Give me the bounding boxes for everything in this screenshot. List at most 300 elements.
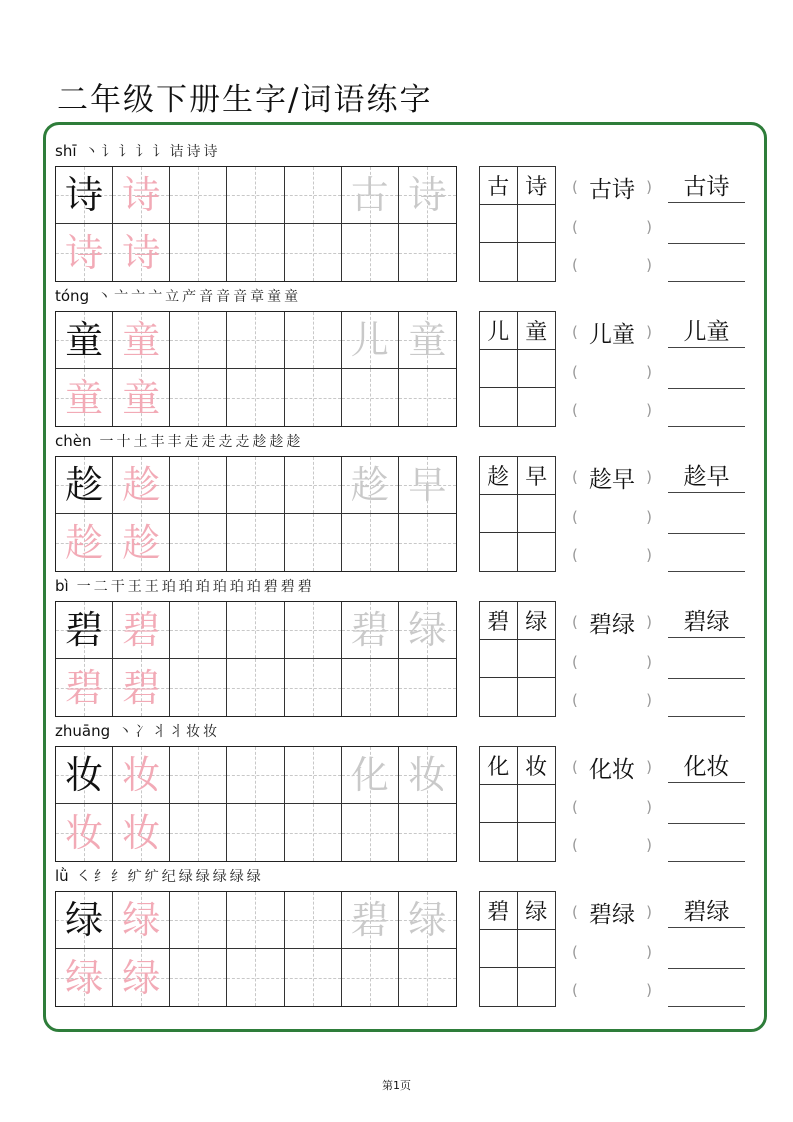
stroke-step: 趁: [269, 434, 284, 450]
word-box-cell[interactable]: [480, 968, 518, 1006]
stroke-step: 丶: [97, 289, 112, 305]
grid-cell[interactable]: [342, 369, 399, 426]
word-box-cell[interactable]: [480, 350, 518, 388]
model-char: 妆: [65, 753, 104, 797]
grid-cell[interactable]: [227, 659, 284, 716]
blank-line[interactable]: [668, 967, 745, 969]
paren-left: (: [572, 691, 578, 709]
stroke-step: 珀: [246, 579, 261, 595]
stroke-step: 绿: [178, 869, 193, 885]
stroke-step: 干: [110, 579, 125, 595]
underline-word: 碧绿: [668, 897, 745, 928]
paren-word: 化妆: [589, 756, 635, 783]
stroke-order-line: [55, 720, 217, 742]
grid-cell[interactable]: [399, 167, 456, 224]
blank-line[interactable]: [668, 1005, 745, 1007]
trace-char: 早: [408, 463, 447, 507]
word-box-cell[interactable]: [480, 785, 518, 823]
grid-cell[interactable]: [170, 457, 227, 514]
paren-left: (: [572, 401, 578, 419]
word-paren[interactable]: [572, 792, 652, 822]
stroke-step: 诘: [169, 144, 184, 160]
underline-word: 化妆: [668, 752, 745, 783]
grid-cell[interactable]: [285, 457, 342, 514]
word-box-cell[interactable]: [518, 823, 556, 861]
stroke-step: 丰: [150, 434, 165, 450]
stroke-step: 绿: [229, 869, 244, 885]
stroke-step: 童: [267, 289, 282, 305]
word-box-cell[interactable]: [518, 640, 556, 678]
paren-word: 碧绿: [589, 611, 635, 638]
grid-cell[interactable]: [170, 602, 227, 659]
paren-left: (: [572, 323, 578, 341]
paren-left: (: [572, 178, 578, 196]
stroke-step: 珀: [178, 579, 193, 595]
stroke-step: ㇛: [76, 869, 91, 885]
pinyin: zhuāng: [55, 722, 111, 740]
grid-cell[interactable]: [399, 224, 456, 281]
grid-cell[interactable]: [170, 659, 227, 716]
model-char: 诗: [65, 173, 104, 217]
stroke-step: 妆: [186, 724, 201, 740]
trace-char: 妆: [122, 753, 161, 797]
grid-cell[interactable]: [227, 602, 284, 659]
grid-cell[interactable]: [399, 514, 456, 571]
grid-cell[interactable]: [285, 892, 342, 949]
word-box-cell[interactable]: [518, 747, 556, 785]
grid-cell[interactable]: [56, 369, 113, 426]
paren-right: ): [646, 758, 652, 776]
trace-char: 碧: [350, 608, 389, 652]
grid-cell[interactable]: [285, 167, 342, 224]
writing-grid: [55, 456, 457, 572]
word-paren[interactable]: [572, 212, 652, 242]
paren-right: ): [646, 178, 652, 196]
trace-char: 趁: [122, 463, 161, 507]
stroke-step: 冫: [135, 724, 150, 740]
grid-cell[interactable]: [113, 747, 170, 804]
grid-cell[interactable]: [399, 659, 456, 716]
stroke-step: 纩: [127, 869, 142, 885]
trace-char: 绿: [408, 608, 447, 652]
word-box-cell[interactable]: [518, 678, 556, 716]
stroke-step: 亠: [114, 289, 129, 305]
paren-word: 古诗: [589, 176, 635, 203]
grid-cell[interactable]: [342, 514, 399, 571]
word-box: [479, 891, 556, 1007]
grid-cell[interactable]: [170, 167, 227, 224]
stroke-step: 丶: [118, 724, 133, 740]
paren-right: ): [646, 218, 652, 236]
practice-row: [55, 140, 755, 285]
word-char: 诗: [525, 175, 548, 200]
stroke-step: 妆: [203, 724, 218, 740]
stroke-step: 丬: [152, 724, 167, 740]
grid-cell[interactable]: [170, 747, 227, 804]
grid-cell[interactable]: [170, 369, 227, 426]
grid-cell[interactable]: [399, 892, 456, 949]
blank-line[interactable]: [668, 860, 745, 862]
word-box-cell[interactable]: [518, 930, 556, 968]
grid-cell[interactable]: [342, 747, 399, 804]
stroke-step: 亠: [148, 289, 163, 305]
word-paren: [572, 317, 652, 347]
grid-cell[interactable]: [285, 659, 342, 716]
grid-cell[interactable]: [227, 457, 284, 514]
stroke-order-line: [55, 865, 261, 887]
stroke-order-line: [55, 430, 301, 452]
paren-right: ): [646, 981, 652, 999]
grid-cell[interactable]: [285, 224, 342, 281]
word-char: 儿: [487, 320, 510, 345]
model-char: 碧: [65, 608, 104, 652]
paren-right: ): [646, 613, 652, 631]
grid-cell[interactable]: [342, 224, 399, 281]
word-box-cell[interactable]: [480, 602, 518, 640]
underline-word: 趁早: [668, 462, 745, 493]
grid-cell[interactable]: [170, 892, 227, 949]
word-paren[interactable]: [572, 250, 652, 280]
stroke-step: 纪: [161, 869, 176, 885]
grid-cell[interactable]: [342, 457, 399, 514]
paren-right: ): [646, 943, 652, 961]
grid-cell[interactable]: [113, 949, 170, 1006]
word-box-cell[interactable]: [518, 457, 556, 495]
paren-left: (: [572, 256, 578, 274]
grid-cell[interactable]: [113, 312, 170, 369]
grid-cell[interactable]: [56, 659, 113, 716]
grid-cell[interactable]: [56, 457, 113, 514]
trace-char: 趁: [350, 463, 389, 507]
stroke-step: 碧: [280, 579, 295, 595]
word-box-cell[interactable]: [480, 930, 518, 968]
trace-char: 古: [350, 173, 389, 217]
trace-char: 碧: [122, 665, 161, 710]
grid-cell[interactable]: [227, 804, 284, 861]
stroke-step: 诗: [203, 144, 218, 160]
word-box-cell[interactable]: [518, 533, 556, 571]
grid-cell[interactable]: [399, 949, 456, 1006]
grid-cell[interactable]: [342, 167, 399, 224]
trace-char: 碧: [65, 665, 104, 710]
word-char: 绿: [525, 610, 548, 635]
practice-row: [55, 430, 755, 575]
word-char: 碧: [487, 610, 510, 635]
word-box-cell[interactable]: [518, 785, 556, 823]
paren-right: ): [646, 653, 652, 671]
grid-cell[interactable]: [285, 312, 342, 369]
stroke-step: 音: [199, 289, 214, 305]
word-box-cell[interactable]: [480, 205, 518, 243]
word-box-cell[interactable]: [480, 892, 518, 930]
paren-right: ): [646, 323, 652, 341]
word-paren[interactable]: [572, 685, 652, 715]
word-paren[interactable]: [572, 502, 652, 532]
practice-row: [55, 865, 755, 1010]
grid-cell[interactable]: [113, 892, 170, 949]
pinyin: tóng: [55, 287, 90, 305]
paren-left: (: [572, 903, 578, 921]
trace-char: 诗: [408, 173, 447, 217]
stroke-step: 珀: [161, 579, 176, 595]
stroke-step: 十: [116, 434, 131, 450]
pinyin: bì: [55, 577, 69, 595]
stroke-step: 趁: [286, 434, 301, 450]
word-box: [479, 746, 556, 862]
grid-cell[interactable]: [170, 804, 227, 861]
grid-cell[interactable]: [399, 457, 456, 514]
grid-cell[interactable]: [342, 602, 399, 659]
word-box-cell[interactable]: [480, 495, 518, 533]
grid-cell[interactable]: [56, 312, 113, 369]
word-box-cell[interactable]: [480, 640, 518, 678]
grid-cell[interactable]: [56, 514, 113, 571]
page-title: 二年级下册生字/词语练字: [57, 82, 433, 118]
paren-left: (: [572, 758, 578, 776]
word-box-cell[interactable]: [518, 388, 556, 426]
paren-left: (: [572, 468, 578, 486]
writing-grid: [55, 891, 457, 1007]
trace-char: 妆: [122, 810, 161, 855]
grid-cell[interactable]: [170, 312, 227, 369]
word-paren[interactable]: [572, 975, 652, 1005]
model-char: 童: [65, 318, 104, 362]
grid-cell[interactable]: [56, 747, 113, 804]
stroke-step: 一: [76, 579, 91, 595]
grid-cell[interactable]: [56, 804, 113, 861]
grid-cell[interactable]: [285, 369, 342, 426]
word-box-cell[interactable]: [480, 312, 518, 350]
trace-char: 妆: [408, 753, 447, 797]
stroke-step: 亠: [131, 289, 146, 305]
underline-word: 碧绿: [668, 607, 745, 638]
stroke-step: 童: [284, 289, 299, 305]
grid-cell[interactable]: [227, 514, 284, 571]
word-paren[interactable]: [572, 395, 652, 425]
grid-cell[interactable]: [113, 659, 170, 716]
stroke-step: 走: [184, 434, 199, 450]
trace-char: 绿: [122, 898, 161, 942]
grid-cell[interactable]: [113, 369, 170, 426]
word-char: 童: [525, 320, 548, 345]
word-paren[interactable]: [572, 647, 652, 677]
word-box-cell[interactable]: [518, 312, 556, 350]
stroke-step: 音: [216, 289, 231, 305]
grid-cell[interactable]: [227, 224, 284, 281]
writing-grid: [55, 311, 457, 427]
pinyin: lǜ: [55, 867, 69, 885]
model-char: 趁: [65, 463, 104, 507]
word-paren[interactable]: [572, 540, 652, 570]
word-paren: [572, 607, 652, 637]
blank-line[interactable]: [668, 532, 745, 534]
word-box-cell[interactable]: [480, 823, 518, 861]
grid-cell[interactable]: [113, 167, 170, 224]
practice-row: [55, 720, 755, 865]
grid-cell[interactable]: [227, 369, 284, 426]
word-box-cell[interactable]: [518, 167, 556, 205]
word-box-cell[interactable]: [480, 167, 518, 205]
paren-left: (: [572, 653, 578, 671]
paren-right: ): [646, 798, 652, 816]
stroke-order-line: [55, 140, 218, 162]
word-box: [479, 311, 556, 427]
word-paren[interactable]: [572, 830, 652, 860]
trace-char: 化: [350, 753, 389, 797]
stroke-step: 绿: [246, 869, 261, 885]
grid-cell[interactable]: [285, 602, 342, 659]
grid-cell[interactable]: [399, 312, 456, 369]
grid-cell[interactable]: [227, 949, 284, 1006]
grid-cell[interactable]: [170, 514, 227, 571]
blank-line[interactable]: [668, 822, 745, 824]
stroke-step: 珀: [195, 579, 210, 595]
stroke-step: 趁: [252, 434, 267, 450]
word-box-cell[interactable]: [480, 388, 518, 426]
paren-left: (: [572, 943, 578, 961]
grid-cell[interactable]: [285, 514, 342, 571]
word-box-cell[interactable]: [518, 243, 556, 281]
word-paren[interactable]: [572, 937, 652, 967]
stroke-step: 纟: [110, 869, 125, 885]
grid-cell[interactable]: [113, 457, 170, 514]
grid-cell[interactable]: [342, 892, 399, 949]
paren-left: (: [572, 218, 578, 236]
trace-char: 诗: [65, 230, 104, 275]
grid-cell[interactable]: [170, 949, 227, 1006]
grid-cell[interactable]: [342, 659, 399, 716]
grid-cell[interactable]: [342, 312, 399, 369]
stroke-step: 赱: [218, 434, 233, 450]
grid-cell[interactable]: [285, 747, 342, 804]
word-box-cell[interactable]: [518, 892, 556, 930]
writing-grid: [55, 166, 457, 282]
word-box: [479, 601, 556, 717]
underline-word: 古诗: [668, 172, 745, 203]
grid-cell[interactable]: [113, 602, 170, 659]
trace-char: 童: [65, 375, 104, 420]
word-box: [479, 456, 556, 572]
stroke-order-line: [55, 285, 298, 307]
paren-left: (: [572, 981, 578, 999]
trace-char: 碧: [122, 608, 161, 652]
stroke-step: 丬: [169, 724, 184, 740]
grid-cell[interactable]: [56, 949, 113, 1006]
stroke-step: 走: [201, 434, 216, 450]
trace-char: 绿: [408, 898, 447, 942]
blank-line[interactable]: [668, 280, 745, 282]
paren-left: (: [572, 836, 578, 854]
word-box-cell[interactable]: [518, 968, 556, 1006]
word-char: 古: [487, 175, 510, 200]
word-box-cell[interactable]: [518, 205, 556, 243]
grid-cell[interactable]: [56, 892, 113, 949]
word-box-cell[interactable]: [480, 533, 518, 571]
stroke-step: 珀: [229, 579, 244, 595]
word-box-cell[interactable]: [518, 495, 556, 533]
word-box-cell[interactable]: [480, 457, 518, 495]
word-char: 妆: [525, 755, 548, 780]
grid-cell[interactable]: [342, 804, 399, 861]
grid-cell[interactable]: [113, 224, 170, 281]
word-box-cell[interactable]: [518, 350, 556, 388]
grid-cell[interactable]: [56, 602, 113, 659]
blank-line[interactable]: [668, 677, 745, 679]
stroke-step: 绿: [212, 869, 227, 885]
stroke-step: 讠: [135, 144, 150, 160]
page-number: 第1页: [382, 1079, 411, 1092]
word-box-cell[interactable]: [480, 243, 518, 281]
stroke-step: 绿: [195, 869, 210, 885]
stroke-step: 纩: [144, 869, 159, 885]
model-char: 绿: [65, 898, 104, 942]
blank-line[interactable]: [668, 387, 745, 389]
grid-cell[interactable]: [227, 167, 284, 224]
grid-cell[interactable]: [56, 224, 113, 281]
trace-char: 趁: [65, 520, 104, 565]
blank-line[interactable]: [668, 715, 745, 717]
pinyin: shī: [55, 142, 77, 160]
blank-line[interactable]: [668, 242, 745, 244]
trace-char: 碧: [350, 898, 389, 942]
grid-cell[interactable]: [399, 747, 456, 804]
word-paren: [572, 462, 652, 492]
stroke-step: 诗: [186, 144, 201, 160]
word-char: 化: [487, 755, 510, 780]
writing-grid: [55, 746, 457, 862]
word-box-cell[interactable]: [480, 678, 518, 716]
stroke-step: 二: [93, 579, 108, 595]
grid-cell[interactable]: [399, 369, 456, 426]
word-paren: [572, 752, 652, 782]
paren-right: ): [646, 836, 652, 854]
stroke-step: 土: [133, 434, 148, 450]
stroke-step: 章: [250, 289, 265, 305]
grid-cell[interactable]: [170, 224, 227, 281]
stroke-step: 碧: [297, 579, 312, 595]
grid-cell[interactable]: [227, 312, 284, 369]
paren-left: (: [572, 798, 578, 816]
grid-cell[interactable]: [285, 804, 342, 861]
word-box-cell[interactable]: [518, 602, 556, 640]
paren-right: ): [646, 903, 652, 921]
paren-right: ): [646, 546, 652, 564]
grid-cell[interactable]: [113, 804, 170, 861]
grid-cell[interactable]: [342, 949, 399, 1006]
grid-cell[interactable]: [399, 804, 456, 861]
word-box-cell[interactable]: [480, 747, 518, 785]
grid-cell[interactable]: [227, 747, 284, 804]
paren-word: 趁早: [589, 466, 635, 493]
blank-line[interactable]: [668, 425, 745, 427]
grid-cell[interactable]: [56, 167, 113, 224]
word-paren[interactable]: [572, 357, 652, 387]
grid-cell[interactable]: [285, 949, 342, 1006]
stroke-step: 讠: [118, 144, 133, 160]
stroke-step: 碧: [263, 579, 278, 595]
trace-char: 诗: [122, 173, 161, 217]
grid-cell[interactable]: [113, 514, 170, 571]
paren-right: ): [646, 363, 652, 381]
writing-grid: [55, 601, 457, 717]
grid-cell[interactable]: [399, 602, 456, 659]
blank-line[interactable]: [668, 570, 745, 572]
stroke-order-line: [55, 575, 312, 597]
grid-cell[interactable]: [227, 892, 284, 949]
paren-right: ): [646, 401, 652, 419]
stroke-step: 王: [144, 579, 159, 595]
paren-left: (: [572, 613, 578, 631]
